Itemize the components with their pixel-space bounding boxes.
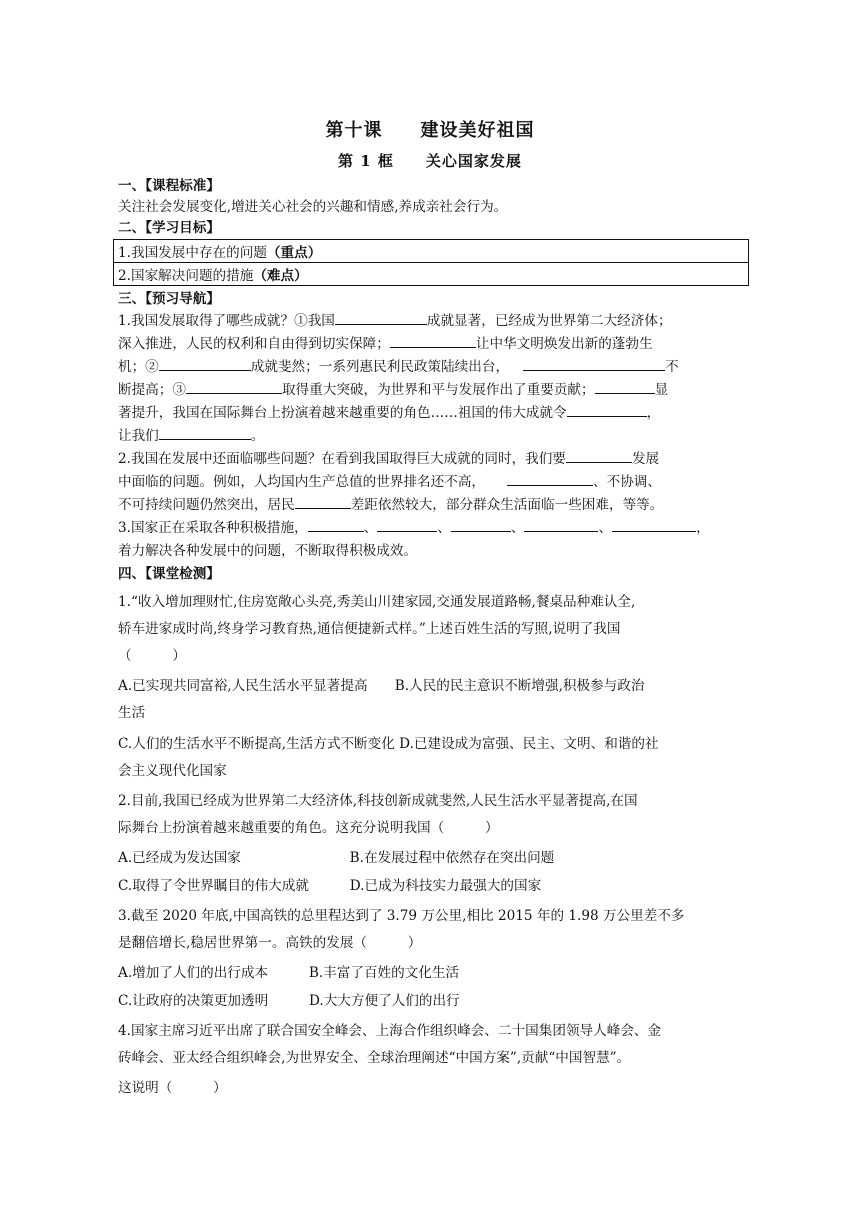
text: ，: [696, 520, 710, 536]
goal-cell: [114, 263, 749, 286]
question-line: 2.目前,我国已经成为世界第二大经济体,科技创新成就斐然,人民生活水平显著提高,在国: [118, 793, 638, 809]
goal-text: 2.国家解决问题的措施: [118, 268, 254, 284]
question-line: 是翻倍增长,稳居世界第一。高铁的发展（ ）: [118, 935, 422, 951]
fill-blank[interactable]: [451, 519, 511, 532]
preview-line: [118, 518, 744, 539]
text: 发展: [631, 451, 660, 467]
text: 著提升，我国在国际舞台上扮演着越来越重要的角色……祖国的伟大成就令: [118, 405, 567, 421]
question-line: C.人们的生活水平不断提高,生活方式不断变化 D.已建设成为富强、民主、文明、和谐的社: [118, 736, 659, 752]
preview-line: [118, 357, 744, 378]
text: 、: [598, 520, 613, 536]
text: 断提高；③: [118, 382, 186, 398]
preview-line: [118, 334, 744, 355]
fill-blank[interactable]: [186, 381, 282, 394]
question-line: 3.截至 2020 年底,中国高铁的总里程达到了 3.79 万公里,相比 2015 年的 1.98 万公里差不多: [118, 908, 685, 924]
fill-blank[interactable]: [377, 519, 437, 532]
question-line: 轿车进家成时尚,终身学习教育热,通信便捷新式样。”上述百姓生活的写照,说明了我国: [118, 621, 621, 637]
question-line: C.取得了令世界瞩目的伟大成就 D.已成为科技实力最强大的国家: [118, 878, 542, 894]
text: 成就显著，已经成为世界第二大经济体；: [426, 313, 672, 329]
heading-preview-guide: 三、【预习导航】: [118, 291, 220, 307]
fill-blank[interactable]: [523, 358, 665, 371]
preview-line: 着力解决各种发展中的问题，不断取得积极成效。: [118, 543, 418, 559]
heading-learning-goals: 二、【学习目标】: [118, 220, 220, 236]
lesson-title: 第十课 建设美好祖国: [325, 120, 535, 141]
text: 不可持续问题仍然突出，居民: [118, 497, 295, 513]
goal-row: [114, 263, 749, 286]
question-line: A.已实现共同富裕,人民生活水平显著提高 B.人民的民主意识不断增强,积极参与政治: [118, 678, 645, 694]
text: 中面临的问题。例如，人均国内生产总值的世界排名还不高，: [118, 474, 486, 490]
question-line: A.已经成为发达国家 B.在发展过程中依然存在突出问题: [118, 850, 555, 866]
preview-line: [118, 449, 744, 470]
text: 、: [510, 520, 525, 536]
question-line: 这说明（ ）: [118, 1080, 227, 1096]
text: 。: [250, 428, 265, 444]
preview-line: [118, 426, 744, 447]
preview-line: [118, 380, 744, 401]
fill-blank[interactable]: [567, 404, 647, 417]
goal-text: 1.我国发展中存在的问题: [118, 245, 267, 261]
text: 2.我国在发展中还面临哪些问题？在看到我国取得巨大成就的同时，我们要: [118, 451, 566, 467]
heading-course-standard: 一、【课程标准】: [118, 178, 220, 194]
text: 3.国家正在采取各种积极措施，: [118, 520, 308, 536]
goal-tag: （难点）: [253, 268, 308, 284]
text: 成就斐然；一系列惠民利民政策陆续出台，: [250, 359, 510, 375]
text: 显: [654, 382, 669, 398]
goal-row: [114, 240, 749, 263]
fill-blank[interactable]: [295, 496, 351, 509]
learning-goals-table: [113, 239, 749, 286]
text: 让我们: [118, 428, 159, 444]
preview-line: [118, 472, 744, 493]
section-subtitle: 第 1 框 关心国家发展: [338, 152, 522, 170]
text: 机；②: [118, 359, 159, 375]
heading-class-check: 四、【课堂检测】: [118, 566, 220, 582]
preview-line: [118, 311, 744, 332]
preview-line: [118, 403, 744, 424]
goal-tag: （重点）: [266, 245, 322, 261]
question-line: A.增加了人们的出行成本 B.丰富了百姓的文化生活: [118, 965, 460, 981]
text: 1.我国发展取得了哪些成就？①我国: [118, 313, 335, 329]
fill-blank[interactable]: [159, 427, 251, 440]
text: 、: [437, 520, 451, 536]
text: ，: [646, 405, 661, 421]
fill-blank[interactable]: [308, 519, 364, 532]
text: 、不协调、: [593, 474, 661, 490]
text: 、: [363, 520, 378, 536]
fill-blank[interactable]: [524, 519, 598, 532]
text: 深入推进，人民的权利和自由得到切实保障；: [118, 336, 390, 352]
question-line: C.让政府的决策更加透明 D.大大方便了人们的出行: [118, 993, 460, 1009]
question-line: 4.国家主席习近平出席了联合国安全峰会、上海合作组织峰会、二十国集团领导人峰会、金: [118, 1023, 662, 1039]
question-line: 会主义现代化国家: [118, 763, 227, 779]
fill-blank[interactable]: [507, 473, 593, 486]
text: 差距依然较大，部分群众生活面临一些困难，等等。: [350, 497, 664, 513]
course-standard-text: 关注社会发展变化,增进关心社会的兴趣和情感,养成亲社会行为。: [118, 199, 508, 215]
question-line: 际舞台上扮演着越来越重要的角色。这充分说明我国（ ）: [118, 820, 499, 836]
fill-blank[interactable]: [612, 519, 696, 532]
text: 不: [665, 359, 679, 375]
goal-cell: [114, 240, 749, 263]
question-line: 砖峰会、亚太经合组织峰会,为世界安全、全球治理阐述“中国方案”,贡献“中国智慧”。: [118, 1050, 631, 1066]
question-line: （ ）: [118, 648, 186, 664]
fill-blank[interactable]: [390, 335, 476, 348]
fill-blank[interactable]: [595, 381, 655, 394]
fill-blank[interactable]: [335, 312, 427, 325]
question-line: 1.“收入增加理财忙,住房宽敞心头亮,秀美山川建家园,交通发展道路畅,餐桌品种难认全,: [118, 594, 636, 610]
fill-blank[interactable]: [566, 450, 632, 463]
text: 让中华文明焕发出新的蓬勃生: [475, 336, 653, 352]
question-line: 生活: [118, 705, 146, 721]
fill-blank[interactable]: [159, 358, 251, 371]
preview-line: [118, 495, 744, 516]
text: 取得重大突破，为世界和平与发展作出了重要贡献；: [281, 382, 595, 398]
